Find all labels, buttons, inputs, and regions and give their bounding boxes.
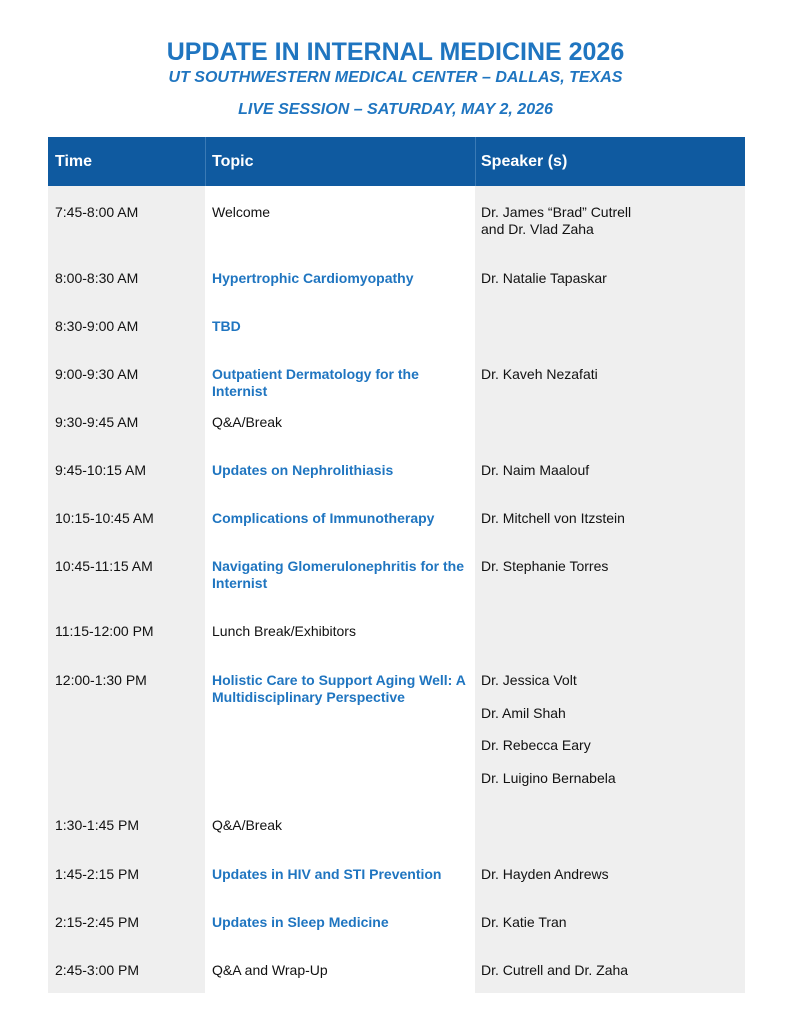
row-time: 9:30-9:45 AM <box>55 414 139 430</box>
document-title: UPDATE IN INTERNAL MEDICINE 2026 <box>166 38 625 66</box>
row-topic: Holistic Care to Support Aging Well: A Multidisciplinary Perspective <box>212 672 466 705</box>
speaker-name: Dr. Natalie Tapaskar <box>481 270 607 286</box>
document-subtitle: UT SOUTHWESTERN MEDICAL CENTER – DALLAS, TEXAS <box>168 69 623 86</box>
header-divider <box>475 137 476 186</box>
row-topic: Q&A/Break <box>212 414 283 430</box>
row-time: 1:30-1:45 PM <box>55 817 140 833</box>
speaker-name: Dr. Kaveh Nezafati <box>481 366 598 382</box>
row-speakers <box>481 672 741 787</box>
speaker-name: Dr. Stephanie Torres <box>481 558 609 574</box>
row-time: 2:15-2:45 PM <box>55 914 140 930</box>
row-time: 8:30-9:00 AM <box>55 318 139 334</box>
row-time: 11:15-12:00 PM <box>55 623 154 639</box>
header-time: Time <box>55 153 93 170</box>
row-topic: Q&A/Break <box>212 817 283 833</box>
row-topic: Hypertrophic Cardiomyopathy <box>212 270 414 286</box>
header-topic: Topic <box>212 153 254 170</box>
speaker-name: Dr. Jessica Volt <box>481 672 577 688</box>
row-speakers <box>481 270 741 287</box>
row-time: 10:45-11:15 AM <box>55 558 153 574</box>
row-time: 9:45-10:15 AM <box>55 462 147 478</box>
row-time: 9:00-9:30 AM <box>55 366 139 382</box>
speaker-name: Dr. Katie Tran <box>481 914 567 930</box>
row-topic: Complications of Immunotherapy <box>212 510 435 526</box>
row-topic: Navigating Glomerulonephritis for the Internist <box>212 558 465 591</box>
row-speakers <box>481 962 741 979</box>
speaker-name: Dr. Mitchell von Itzstein <box>481 510 625 526</box>
row-topic: Lunch Break/Exhibitors <box>212 623 356 639</box>
speaker-name: Dr. Hayden Andrews <box>481 866 609 882</box>
row-time: 8:00-8:30 AM <box>55 270 139 286</box>
speaker-name: Dr. Rebecca Eary <box>481 737 591 753</box>
row-speakers <box>481 866 741 883</box>
row-speakers <box>481 462 741 479</box>
speaker-name: Dr. Naim Maalouf <box>481 462 590 478</box>
agenda-table <box>48 137 745 993</box>
speaker-name: Dr. Cutrell and Dr. Zaha <box>481 962 629 978</box>
speaker-name: Dr. James “Brad” Cutrell <box>481 204 632 220</box>
row-time: 12:00-1:30 PM <box>55 672 147 688</box>
row-speakers <box>481 914 741 931</box>
row-speakers <box>481 366 741 383</box>
table-header <box>48 137 745 186</box>
header-divider <box>205 137 206 186</box>
row-time: 2:45-3:00 PM <box>55 962 140 978</box>
row-topic: Q&A and Wrap-Up <box>212 962 328 978</box>
row-topic: Welcome <box>212 204 271 220</box>
speaker-name: Dr. Amil Shah <box>481 704 566 721</box>
header-speakers: Speaker (s) <box>481 153 568 170</box>
row-topic: Outpatient Dermatology for the Internist <box>212 366 419 399</box>
session-date: LIVE SESSION – SATURDAY, MAY 2, 2026 <box>238 101 553 118</box>
row-topic: TBD <box>212 318 241 334</box>
row-time: 7:45-8:00 AM <box>55 204 139 220</box>
row-topic: Updates on Nephrolithiasis <box>212 462 394 478</box>
row-speakers <box>481 558 741 575</box>
row-speakers <box>481 510 741 527</box>
row-topic: Updates in HIV and STI Prevention <box>212 866 442 882</box>
row-time: 1:45-2:15 PM <box>55 866 140 882</box>
row-time: 10:15-10:45 AM <box>55 510 154 526</box>
row-speakers <box>481 204 741 238</box>
row-topic: Updates in Sleep Medicine <box>212 914 389 930</box>
speaker-name: Dr. Luigino Bernabela <box>481 769 616 786</box>
speaker-name: and Dr. Vlad Zaha <box>481 221 594 237</box>
